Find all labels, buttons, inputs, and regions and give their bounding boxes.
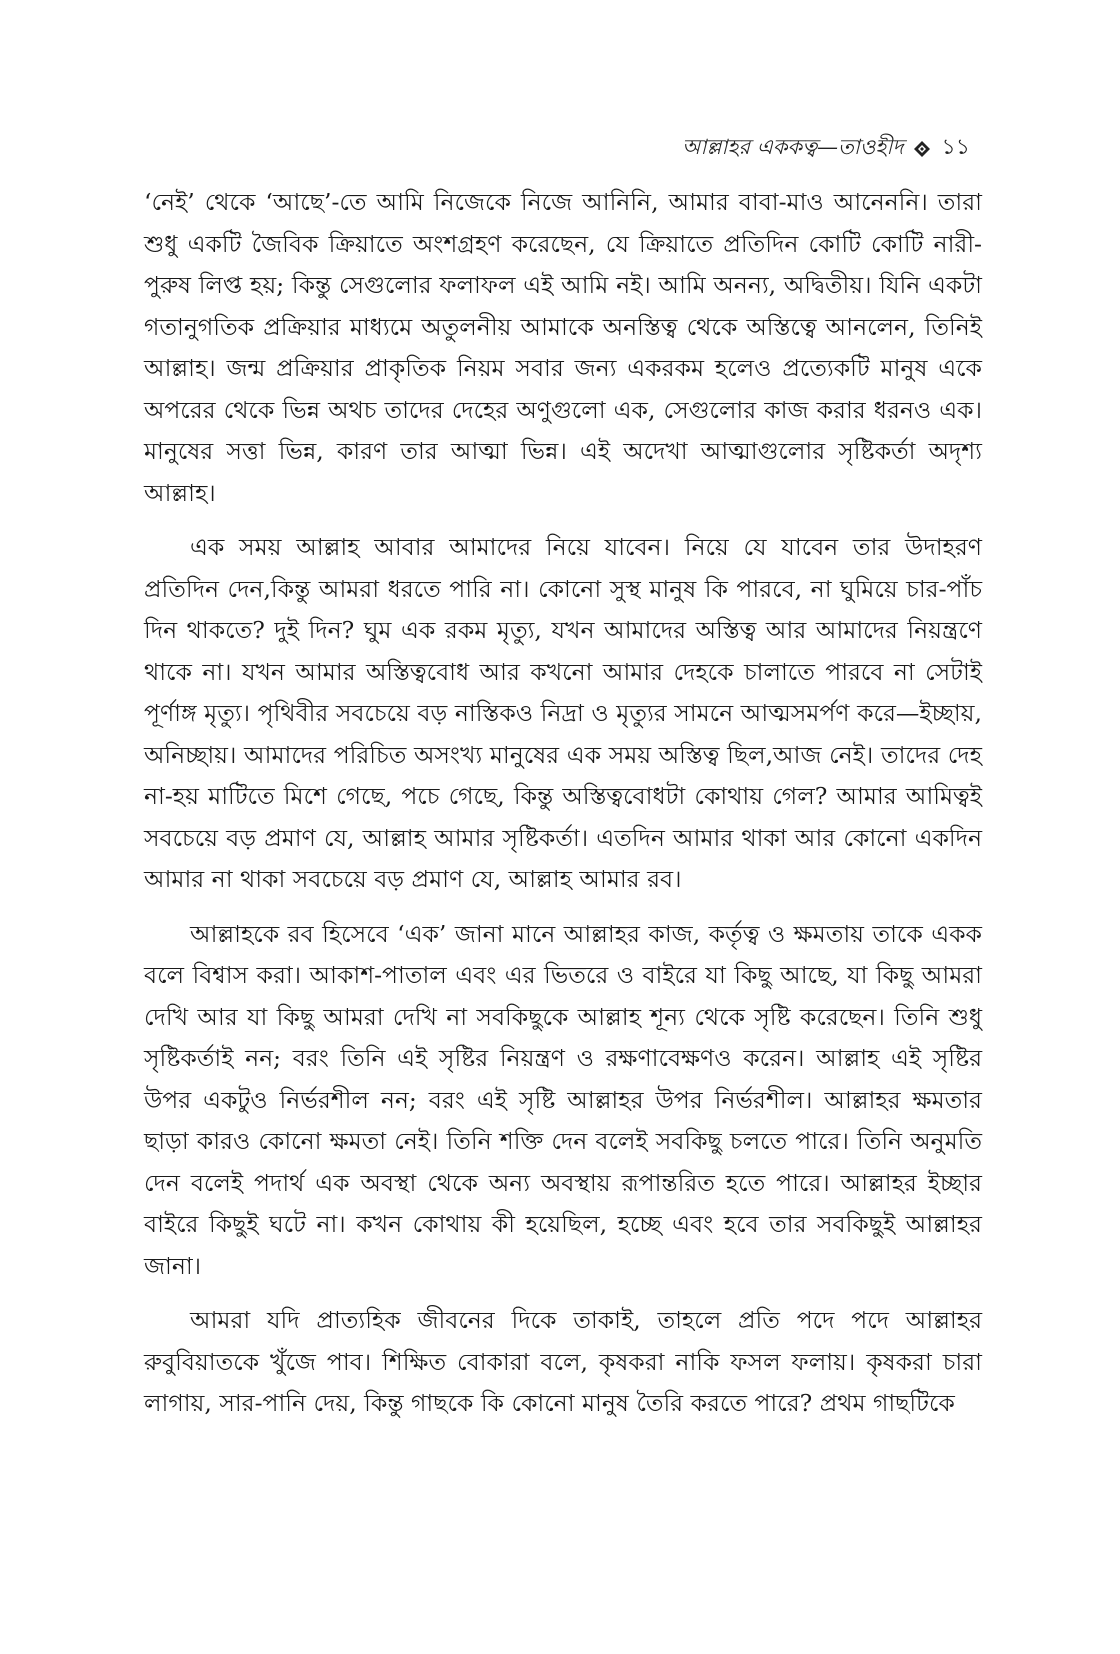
body-text <box>144 182 982 1438</box>
running-header <box>682 130 970 167</box>
paragraph: এক সময় আল্লাহ আবার আমাদের নিয়ে যাবেন। নিয়ে যে যাবেন তার উদাহরণ প্রতিদিন দেন,কিন্তু আমরা ধরতে পারি না। কোনো সুস্থ মানুষ কি পারবে, না ঘুমিয়ে চার-পাঁচ দিন থাকতে? দুই দিন? ঘুম এক রকম মৃত্যু, যখন আমাদের অস্তিত্ব আর আমাদের নিয়ন্ত্রণে থাকে না। যখন আমার অস্তিত্ববোধ আর কখনো আমার দেহকে চালাতে পারবে না সেটাই পূর্ণাঙ্গ মৃত্যু। পৃথিবীর সবচেয়ে বড় নাস্তিকও নিদ্রা ও মৃত্যুর সামনে আত্মসমর্পণ করে—ইচ্ছায়, অনিচ্ছায়। আমাদের পরিচিত অসংখ্য মানুষের এক সময় অস্তিত্ব ছিল,আজ নেই। তাদের দেহ না-হয় মাটিতে মিশে গেছে, পচে গেছে, কিন্তু অস্তিত্ববোধটা কোথায় গেল? আমার আমিত্বই সবচেয়ে বড় প্রমাণ যে, আল্লাহ আমার সৃষ্টিকর্তা। এতদিন আমার থাকা আর কোনো একদিন আমার না থাকা সবচেয়ে বড় প্রমাণ যে, আল্লাহ আমার রব। <box>144 533 982 893</box>
paragraph: আমরা যদি প্রাত্যহিক জীবনের দিকে তাকাই, তাহলে প্রতি পদে পদে আল্লাহর রুবুবিয়াতকে খুঁজে পাব। শিক্ষিত বোকারা বলে, কৃষকরা নাকি ফসল ফলায়। কৃষকরা চারা লাগায়, সার-পানি দেয়, কিন্তু গাছকে কি কোনো মানুষ তৈরি করতে পারে? প্রথম গাছটিকে <box>144 1306 982 1417</box>
paragraph: ‘নেই’ থেকে ‘আছে’-তে আমি নিজেকে নিজে আনিনি, আমার বাবা-মাও আনেননি। তারা শুধু একটি জৈবিক ক্রিয়াতে অংশগ্রহণ করেছেন, যে ক্রিয়াতে প্রতিদিন কোটি কোটি নারী-পুরুষ লিপ্ত হয়; কিন্তু সেগুলোর ফলাফল এই আমি নই। আমি অনন্য, অদ্বিতীয়। যিনি একটা গতানুগতিক প্রক্রিয়ার মাধ্যমে অতুলনীয় আমাকে অনস্তিত্ব থেকে অস্তিত্বে আনলেন, তিনিই আল্লাহ। জন্ম প্রক্রিয়ার প্রাকৃতিক নিয়ম সবার জন্য একরকম হলেও প্রত্যেকটি মানুষ একে অপরের থেকে ভিন্ন অথচ তাদের দেহের অণুগুলো এক, সেগুলোর কাজ করার ধরনও এক। মানুষের সত্তা ভিন্ন, কারণ তার আত্মা ভিন্ন। এই অদেখা আত্মাগুলোর সৃষ্টিকর্তা অদৃশ্য আল্লাহ। <box>144 188 982 507</box>
running-title: আল্লাহর এককত্ব—তাওহীদ <box>681 135 904 159</box>
diamond-icon <box>913 140 931 158</box>
page-number: ১১ <box>941 135 970 160</box>
paragraph: আল্লাহকে রব হিসেবে ‘এক’ জানা মানে আল্লাহর কাজ, কর্তৃত্ব ও ক্ষমতায় তাকে একক বলে বিশ্বাস করা। আকাশ-পাতাল এবং এর ভিতরে ও বাইরে যা কিছু আছে, যা কিছু আমরা দেখি আর যা কিছু আমরা দেখি না সবকিছুকে আল্লাহ শূন্য থেকে সৃষ্টি করেছেন। তিনি শুধু সৃষ্টিকর্তাই নন; বরং তিনি এই সৃষ্টির নিয়ন্ত্রণ ও রক্ষণাবেক্ষণও করেন। আল্লাহ এই সৃষ্টির উপর একটুও নির্ভরশীল নন; বরং এই সৃষ্টি আল্লাহর উপর নির্ভরশীল। আল্লাহর ক্ষমতার ছাড়া কারও কোনো ক্ষমতা নেই। তিনি শক্তি দেন বলেই সবকিছু চলতে পারে। তিনি অনুমতি দেন বলেই পদার্থ এক অবস্থা থেকে অন্য অবস্থায় রূপান্তরিত হতে পারে। আল্লাহর ইচ্ছার বাইরে কিছুই ঘটে না। কখন কোথায় কী হয়েছিল, হচ্ছে এবং হবে তার সবকিছুই আল্লাহর জানা। <box>144 919 982 1280</box>
